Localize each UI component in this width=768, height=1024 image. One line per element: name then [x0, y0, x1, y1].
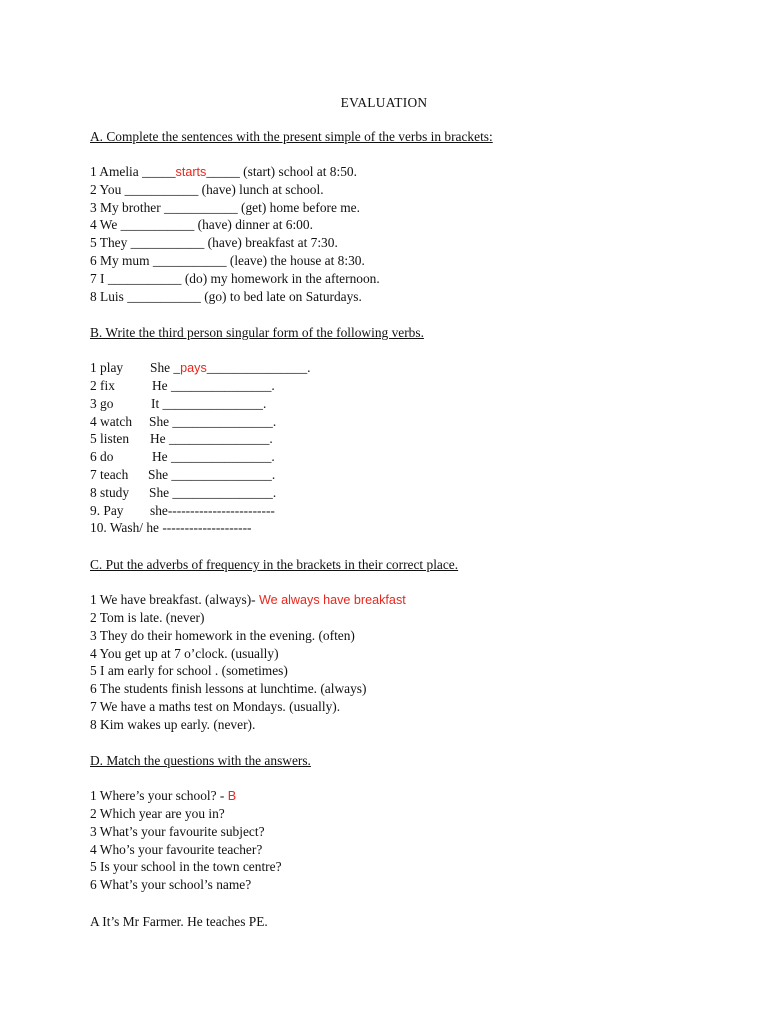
answer-line: She _______________. — [148, 467, 276, 482]
section-d-item: 2 Which year are you in? — [90, 806, 225, 821]
section-b-item: 10. Wash/ he -------------------- — [90, 520, 252, 535]
answer-text: B — [227, 789, 237, 803]
section-c-heading: C. Put the adverbs of frequency in the brackets in their correct place. — [90, 557, 459, 572]
section-c-item: 2 Tom is late. (never) — [90, 610, 205, 625]
item-text: 1 Where’s your school? - — [90, 788, 228, 803]
item-text: 1 Amelia _____ — [90, 164, 176, 179]
section-b-item — [90, 395, 267, 413]
section-a-item — [90, 163, 357, 181]
answer-line: she------------------------ — [150, 503, 275, 518]
section-b-item — [90, 466, 276, 484]
section-d-item: 3 What’s your favourite subject? — [90, 824, 265, 839]
section-c-item: 7 We have a maths test on Mondays. (usually). — [90, 699, 341, 714]
section-b-item — [90, 377, 275, 395]
item-text: _______________. — [206, 360, 311, 375]
section-a-heading: A. Complete the sentences with the present simple of the verbs in brackets: — [90, 129, 493, 144]
section-d-answer: A It’s Mr Farmer. He teaches PE. — [90, 914, 268, 929]
section-a-item: 2 You ___________ (have) lunch at school. — [90, 182, 324, 197]
section-d-item: 4 Who’s your favourite teacher? — [90, 842, 263, 857]
answer-text: starts — [175, 165, 207, 179]
section-c-item: 4 You get up at 7 o’clock. (usually) — [90, 646, 279, 661]
section-a-item: 5 They ___________ (have) breakfast at 7:30. — [90, 235, 338, 250]
verb-label: 6 do — [90, 449, 114, 464]
answer-line: She _______________. — [149, 414, 277, 429]
section-b-item — [90, 430, 273, 448]
section-a-item: 7 I ___________ (do) my homework in the afternoon. — [90, 271, 380, 286]
answer-line — [150, 359, 311, 377]
page-title: EVALUATION — [340, 95, 428, 110]
section-c-item: 8 Kim wakes up early. (never). — [90, 717, 256, 732]
item-text: 1 We have breakfast. (always)- — [90, 592, 259, 607]
section-a-item: 6 My mum ___________ (leave) the house at 8:30. — [90, 253, 365, 268]
section-b-item — [90, 502, 275, 520]
section-c-item — [90, 591, 406, 609]
answer-line: He _______________. — [152, 449, 275, 464]
answer-line: He _______________. — [152, 378, 275, 393]
section-b-heading: B. Write the third person singular form of the following verbs. — [90, 325, 424, 340]
verb-label: 3 go — [90, 396, 114, 411]
section-b-item — [90, 448, 275, 466]
section-a-item: 8 Luis ___________ (go) to bed late on Saturdays. — [90, 289, 362, 304]
answer-text: We always have breakfast — [258, 593, 406, 607]
answer-line: She _______________. — [149, 485, 277, 500]
section-d-item — [90, 787, 236, 805]
section-d-heading: D. Match the questions with the answers. — [90, 753, 311, 768]
item-text: She _ — [150, 360, 181, 375]
section-c-item: 5 I am early for school . (sometimes) — [90, 663, 288, 678]
section-d-item: 5 Is your school in the town centre? — [90, 859, 282, 874]
verb-label: 7 teach — [90, 467, 129, 482]
section-d-item: 6 What’s your school’s name? — [90, 877, 252, 892]
item-text: _____ (start) school at 8:50. — [206, 164, 357, 179]
verb-label: 2 fix — [90, 378, 115, 393]
section-a-item: 4 We ___________ (have) dinner at 6:00. — [90, 217, 313, 232]
section-b-item — [90, 413, 277, 431]
section-c-item: 6 The students finish lessons at lunchtime. (always) — [90, 681, 367, 696]
section-b-item — [90, 359, 311, 377]
section-b-item — [90, 484, 277, 502]
verb-label: 4 watch — [90, 414, 133, 429]
verb-label: 9. Pay — [90, 503, 124, 518]
verb-label: 1 play — [90, 360, 124, 375]
section-c-item: 3 They do their homework in the evening. (often) — [90, 628, 355, 643]
answer-line: He _______________. — [150, 431, 273, 446]
answer-line: It _______________. — [151, 396, 267, 411]
answer-text: pays — [180, 361, 207, 375]
section-a-item: 3 My brother ___________ (get) home before me. — [90, 200, 360, 215]
verb-label: 5 listen — [90, 431, 130, 446]
verb-label: 8 study — [90, 485, 130, 500]
